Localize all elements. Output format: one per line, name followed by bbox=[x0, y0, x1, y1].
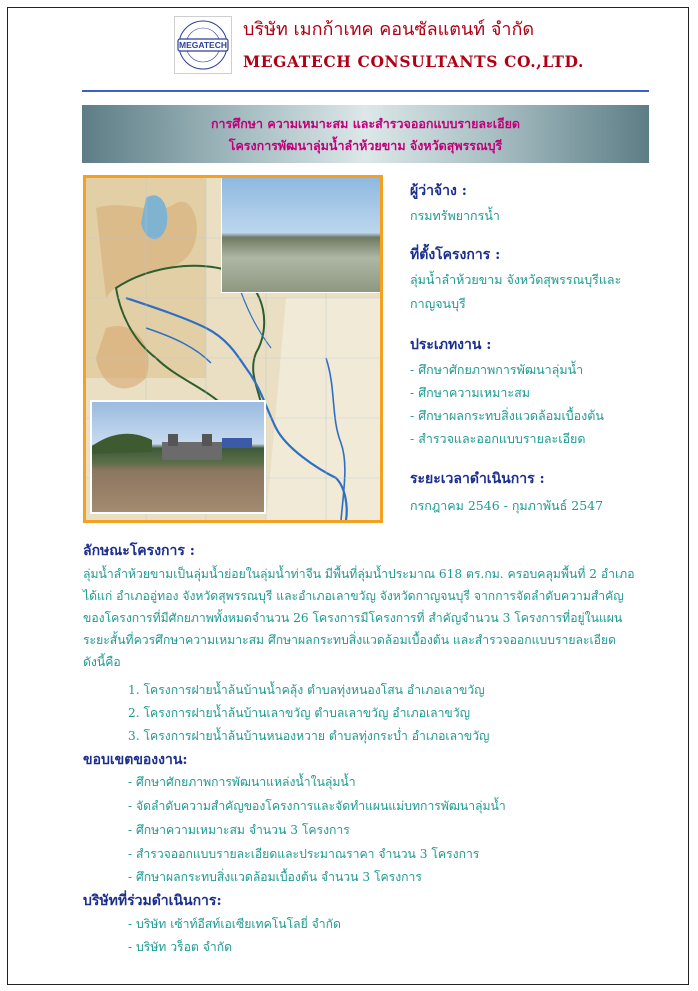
project-title-banner bbox=[82, 105, 649, 163]
scope-item: - สำรวจออกแบบรายละเอียดและประมาณราคา จำนวน 3 โครงการ bbox=[128, 847, 480, 861]
location-line: กาญจนบุรี bbox=[410, 296, 466, 311]
scope-item: - ศึกษาผลกระทบสิ่งแวดล้อมเบื้องต้น จำนวน 3 โครงการ bbox=[128, 870, 422, 884]
banner-title-line-1: การศึกษา ความเหมาะสม และสำรวจออกแบบรายละเอียด bbox=[210, 116, 521, 131]
company-logo bbox=[174, 16, 232, 74]
duration-heading: ระยะเวลาดำเนินการ : bbox=[410, 471, 545, 487]
weir-photo bbox=[90, 400, 266, 514]
scope-heading: ขอบเขตของงาน: bbox=[83, 752, 188, 768]
header-divider bbox=[82, 90, 649, 92]
scope-item: - ศึกษาความเหมาะสม จำนวน 3 โครงการ bbox=[128, 823, 350, 837]
characteristics-paragraph-line: ลุ่มน้ำลำห้วยขามเป็นลุ่มน้ำย่อยในลุ่มน้ำท่าจีน มีพื้นที่ลุ่มน้ำประมาณ 618 ตร.กม. ครอบคลุมพื้นที่ 2 อำเภอ bbox=[83, 567, 635, 581]
scope-item: - ศึกษาศักยภาพการพัฒนาแหล่งน้ำในลุ่มน้ำ bbox=[128, 775, 356, 789]
characteristics-paragraph-line: ได้แก่ อำเภออู่ทอง จังหวัดสุพรรณบุรี และอำเภอเลาขวัญ จังหวัดกาญจนบุรี จากการจัดลำดับความสำคัญ bbox=[83, 589, 624, 603]
work-type-item: - สำรวจและออกแบบรายละเอียด bbox=[410, 431, 586, 446]
location-heading: ที่ตั้งโครงการ : bbox=[410, 247, 501, 263]
characteristics-paragraph-line: ดังนี้คือ bbox=[83, 655, 121, 669]
partner-item: - บริษัท เซ้าท์อีสท์เอเซียเทคโนโลยี่ จำกัด bbox=[128, 917, 341, 931]
work-type-item: - ศึกษาผลกระทบสิ่งแวดล้อมเบื้องต้น bbox=[410, 408, 604, 423]
company-name-thai: บริษัท เมกก้าเทค คอนซัลแตนท์ จำกัด bbox=[243, 19, 535, 40]
work-type-heading: ประเภทงาน : bbox=[410, 337, 492, 353]
paddy-field-photo bbox=[221, 177, 383, 293]
partners-heading: บริษัทที่ร่วมดำเนินการ: bbox=[83, 893, 222, 909]
client-value: กรมทรัพยากรน้ำ bbox=[410, 208, 500, 223]
work-type-item: - ศึกษาศักยภาพการพัฒนาลุ่มน้ำ bbox=[410, 362, 584, 377]
project-list-item: 3. โครงการฝายน้ำล้นบ้านหนองหวาย ตำบลทุ่งกระบ่ำ อำเภอเลาขวัญ bbox=[128, 729, 490, 743]
logo-text: MEGATECH bbox=[179, 40, 228, 50]
partner-item: - บริษัท วร็อต จำกัด bbox=[128, 940, 232, 954]
scope-item: - จัดลำดับความสำคัญของโครงการและจัดทำแผนแม่บทการพัฒนาลุ่มน้ำ bbox=[128, 799, 506, 813]
project-list-item: 1. โครงการฝายน้ำล้นบ้านน้ำคลุ้ง ตำบลทุ่งหนองโสน อำเภอเลาขวัญ bbox=[128, 683, 485, 697]
project-list-item: 2. โครงการฝายน้ำล้นบ้านเลาขวัญ ตำบลเลาขวัญ อำเภอเลาขวัญ bbox=[128, 706, 470, 720]
work-type-item: - ศึกษาความเหมาะสม bbox=[410, 385, 530, 400]
characteristics-paragraph-line: ของโครงการที่มีศักยภาพทั้งหมดจำนวน 26 โครงการมีโครงการที่ สำคัญจำนวน 3 โครงการที่อยู่ในแผน bbox=[83, 611, 623, 625]
client-heading: ผู้ว่าจ้าง : bbox=[410, 183, 467, 199]
banner-title-line-2: โครงการพัฒนาลุ่มน้ำลำห้วยขาม จังหวัดสุพรรณบุรี bbox=[228, 138, 503, 153]
characteristics-paragraph-line: ระยะสั้นที่ควรศึกษาความเหมาะสม ศึกษาผลกระทบสิ่งแวดล้อมเบื้องต้น และสำรวจออกแบบรายละเอียด bbox=[83, 633, 617, 647]
duration-value: กรกฎาคม 2546 - กุมภาพันธ์ 2547 bbox=[410, 498, 604, 513]
characteristics-heading: ลักษณะโครงการ : bbox=[83, 543, 195, 559]
location-line: ลุ่มน้ำลำห้วยขาม จังหวัดสุพรรณบุรีและ bbox=[410, 272, 622, 287]
project-map-image bbox=[83, 175, 383, 523]
company-name-english: MEGATECH CONSULTANTS CO.,LTD. bbox=[243, 52, 585, 71]
